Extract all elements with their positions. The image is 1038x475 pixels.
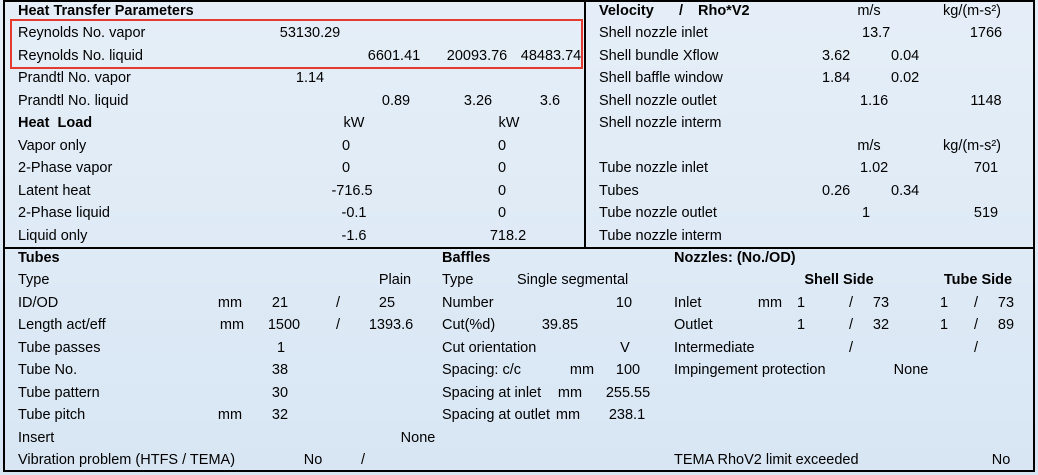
nozzle-inlet-shell-od: 73 [872, 294, 890, 311]
tube-length-unit: mm [219, 317, 245, 334]
baffle-number-value: 10 [615, 294, 633, 311]
nozzle-inlet-label: Inlet [674, 294, 702, 311]
vibration-problem-label: Vibration problem (HTFS / TEMA) [18, 452, 236, 468]
shell-rho-v2-unit-label: kg/(m-s²) [943, 3, 1001, 19]
shell-bundle-xflow-value-2: 0.04 [891, 47, 920, 64]
tube-passes-value: 1 [276, 339, 286, 356]
tube-pitch-value: 32 [271, 407, 289, 424]
two-phase-vapor-label: 2-Phase vapor [18, 160, 113, 177]
tube-nozzle-outlet-rho-v2: 519 [973, 205, 999, 222]
tube-id-value: 21 [271, 294, 289, 311]
shell-nozzle-outlet-velocity: 1.16 [860, 92, 889, 109]
nozzle-outlet-shell-separator: / [848, 317, 854, 334]
prandtl-liquid-value-3: 3.6 [539, 92, 561, 109]
top-section-divider [584, 0, 586, 249]
rho-v2-section-title: Rho*V2 [698, 3, 750, 19]
vapor-only-value-1: 0 [341, 137, 351, 154]
nozzle-outlet-tube-od: 89 [997, 317, 1015, 334]
tube-velocity-unit-label: m/s [857, 137, 881, 154]
nozzle-inlet-tube-separator: / [973, 294, 979, 311]
nozzle-inlet-unit: mm [757, 294, 783, 311]
nozzle-outlet-shell-od: 32 [872, 317, 890, 334]
tube-pattern-label: Tube pattern [18, 384, 100, 401]
reynolds-liquid-value-1: 6601.41 [367, 47, 421, 64]
tube-pitch-label: Tube pitch [18, 407, 86, 424]
tube-pattern-value: 30 [271, 384, 289, 401]
tube-length-label: Length act/eff [18, 317, 106, 334]
shell-baffle-window-value-1: 1.84 [822, 70, 851, 87]
tube-nozzle-outlet-label: Tube nozzle outlet [599, 205, 717, 222]
nozzle-inlet-shell-separator: / [848, 294, 854, 311]
two-phase-liquid-value-1: -0.1 [341, 205, 367, 222]
tube-insert-value: None [400, 429, 436, 446]
two-phase-vapor-value-2: 0 [497, 160, 507, 177]
prandtl-liquid-label: Prandtl No. liquid [18, 92, 129, 109]
shell-baffle-window-label: Shell baffle window [599, 70, 723, 87]
bottom-section-divider [3, 247, 1035, 249]
tube-nozzle-inlet-label: Tube nozzle inlet [599, 160, 709, 177]
baffle-cut-label: Cut(%d) [442, 317, 496, 334]
reynolds-vapor-value: 53130.29 [279, 25, 341, 42]
shell-bundle-xflow-label: Shell bundle Xflow [599, 47, 719, 64]
nozzle-inlet-tube-count: 1 [939, 294, 949, 311]
prandtl-vapor-label: Prandtl No. vapor [18, 70, 131, 87]
baffle-number-label: Number [442, 294, 494, 311]
latent-heat-value-2: 0 [497, 182, 507, 199]
nozzle-outlet-label: Outlet [674, 317, 713, 334]
tube-id-od-unit: mm [217, 294, 243, 311]
baffle-spacing-outlet-label: Spacing at outlet [442, 407, 551, 424]
two-phase-liquid-value-2: 0 [497, 205, 507, 222]
nozzles-section-title: Nozzles: (No./OD) [674, 249, 796, 266]
vapor-only-label: Vapor only [18, 137, 87, 154]
tube-length-separator: / [335, 317, 341, 334]
reynolds-liquid-value-2: 20093.76 [446, 47, 508, 64]
tube-nozzle-outlet-velocity: 1 [862, 205, 871, 222]
tube-nozzle-inlet-velocity: 1.02 [860, 160, 889, 177]
impingement-protection-label: Impingement protection [674, 362, 826, 379]
tube-type-value: Plain [378, 272, 412, 289]
baffle-spacing-outlet-unit: mm [555, 407, 581, 424]
impingement-protection-value: None [893, 362, 929, 379]
baffle-spacing-cc-value: 100 [615, 362, 641, 379]
liquid-only-value-2: 718.2 [489, 227, 527, 244]
tube-number-value: 38 [271, 362, 289, 379]
nozzle-intermediate-shell-separator: / [848, 339, 854, 356]
shell-nozzle-outlet-rho-v2: 1148 [970, 92, 1002, 109]
tube-id-od-label: ID/OD [18, 294, 59, 311]
nozzle-intermediate-tube-separator: / [973, 339, 979, 356]
tube-od-value: 25 [378, 294, 396, 311]
tubes-velocity-value-2: 0.34 [891, 182, 920, 199]
baffle-cut-orientation-label: Cut orientation [442, 339, 537, 356]
shell-nozzle-interm-label: Shell nozzle interm [599, 115, 722, 132]
rhov2-limit-label: TEMA RhoV2 limit exceeded [674, 452, 859, 468]
shell-bundle-xflow-value-1: 3.62 [822, 47, 851, 64]
velocity-title-separator: / [679, 3, 684, 19]
tube-length-actual: 1500 [267, 317, 301, 334]
nozzle-inlet-shell-count: 1 [796, 294, 806, 311]
baffle-type-label: Type [442, 272, 474, 289]
vibration-htfs-value: No [303, 452, 323, 468]
tube-pitch-unit: mm [217, 407, 243, 424]
shell-baffle-window-value-2: 0.02 [891, 70, 920, 87]
two-phase-liquid-label: 2-Phase liquid [18, 205, 110, 222]
two-phase-vapor-value-1: 0 [341, 160, 351, 177]
nozzle-shell-side-header: Shell Side [804, 272, 874, 289]
tube-insert-label: Insert [18, 429, 55, 446]
reynolds-vapor-label: Reynolds No. vapor [18, 25, 146, 42]
shell-nozzle-outlet-label: Shell nozzle outlet [599, 92, 717, 109]
shell-nozzle-inlet-rho-v2: 1766 [969, 25, 1003, 42]
baffle-cut-value: 39.85 [541, 317, 579, 334]
latent-heat-value-1: -716.5 [331, 182, 373, 199]
baffle-cut-orientation-value: V [620, 339, 630, 356]
tube-number-label: Tube No. [18, 362, 78, 379]
vibration-separator: / [360, 452, 366, 468]
latent-heat-label: Latent heat [18, 182, 91, 199]
tubes-section-title: Tubes [18, 249, 60, 266]
nozzle-outlet-tube-separator: / [973, 317, 979, 334]
prandtl-vapor-value: 1.14 [295, 70, 325, 87]
baffle-spacing-cc-unit: mm [569, 362, 595, 379]
tube-passes-label: Tube passes [18, 339, 101, 356]
tubes-velocity-label: Tubes [599, 182, 639, 199]
tube-nozzle-interm-label: Tube nozzle interm [599, 227, 722, 244]
baffle-spacing-cc-label: Spacing: c/c [442, 362, 521, 379]
nozzle-outlet-shell-count: 1 [796, 317, 806, 334]
prandtl-liquid-value-2: 3.26 [463, 92, 493, 109]
tube-id-od-separator: / [335, 294, 341, 311]
tubes-velocity-value-1: 0.26 [822, 182, 851, 199]
shell-nozzle-inlet-label: Shell nozzle inlet [599, 25, 708, 42]
shell-nozzle-inlet-velocity: 13.7 [862, 25, 891, 42]
tube-rho-v2-unit-label: kg/(m-s²) [943, 137, 1001, 154]
baffle-spacing-inlet-unit: mm [557, 384, 583, 401]
reynolds-liquid-label: Reynolds No. liquid [18, 47, 143, 64]
heat-transfer-section-title: Heat Transfer Parameters [18, 3, 194, 19]
heat-load-section-title: Heat Load [18, 115, 93, 132]
baffle-spacing-inlet-label: Spacing at inlet [442, 384, 542, 401]
reynolds-liquid-value-3: 48483.74 [520, 47, 582, 64]
liquid-only-value-1: -1.6 [341, 227, 367, 244]
rhov2-limit-value: No [991, 452, 1011, 468]
nozzle-intermediate-label: Intermediate [674, 339, 755, 356]
baffle-spacing-inlet-value: 255.55 [605, 384, 651, 401]
vapor-only-value-2: 0 [497, 137, 507, 154]
baffles-section-title: Baffles [442, 249, 491, 266]
baffle-spacing-outlet-value: 238.1 [608, 407, 646, 424]
shell-velocity-unit-label: m/s [857, 3, 881, 19]
tube-nozzle-inlet-rho-v2: 701 [973, 160, 999, 177]
nozzle-tube-side-header: Tube Side [943, 272, 1013, 289]
nozzle-inlet-tube-od: 73 [997, 294, 1015, 311]
heat-load-unit-2: kW [498, 115, 520, 132]
liquid-only-label: Liquid only [18, 227, 88, 244]
tube-type-label: Type [18, 272, 50, 289]
prandtl-liquid-value-1: 0.89 [381, 92, 411, 109]
tube-length-effective: 1393.6 [368, 317, 414, 334]
velocity-section-title: Velocity [599, 3, 654, 19]
nozzle-outlet-tube-count: 1 [939, 317, 949, 334]
heat-load-unit-1: kW [343, 115, 365, 132]
baffle-type-value: Single segmental [517, 272, 629, 289]
